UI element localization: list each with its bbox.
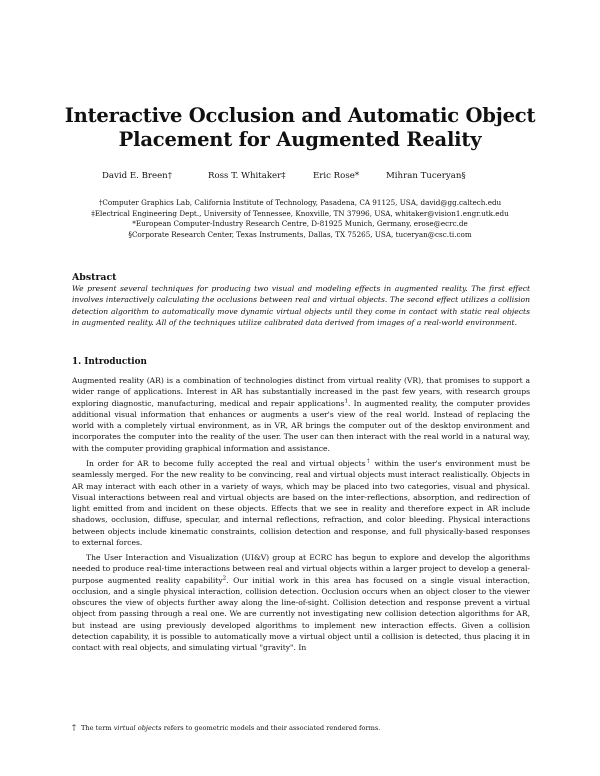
title-line-1: Interactive Occlusion and Automatic Object xyxy=(64,104,536,127)
abstract-text: We present several techniques for producing two visual and modeling effects in augmented reality. The first effect involves interactively calculating the occlusions between real and virtual objects. The second effect utilizes a collision detection algorithm to automatically move dynamic virtual objects until they come in contact with static real objects in augmented reality. All of the techniques utilize calibrated data derived from images of a real-world environment. xyxy=(72,284,530,328)
paper-title xyxy=(60,104,540,152)
intro-paragraph-2: In order for AR to become fully accepted the real and virtual objects† within the user's environment must be seamlessly merged. For the new reality to be convincing, real and virtual objects must interact realistically. Objects in AR may interact with each other in a variety of ways, which may be placed into two categories, visual and physical. Visual interactions between real and virtual objects are based on the inter-reflections, absorption, and redirection of light emitted from and incident on these objects. Effects that we see in reality and therefore expect in AR include shadows, occlusion, diffuse, specular, and internal reflections, refraction, and color bleeding. Physical interactions between objects include kinematic constraints, collision detection and response, and full physically-based responses to external forces. xyxy=(72,458,530,548)
affiliation-ti: §Corporate Research Center, Texas Instruments, Dallas, TX 75265, USA, tuceryan@csc.ti.com xyxy=(128,229,472,239)
author-tuceryan: Mihran Tuceryan§ xyxy=(386,171,466,181)
author-rose: Eric Rose* xyxy=(313,171,360,181)
author-breen: David E. Breen† xyxy=(102,171,173,181)
footnote: † The term virtual objects refers to geometric models and their associated rendered forms. xyxy=(72,723,381,732)
footnote-term: virtual objects xyxy=(113,724,162,732)
author-list xyxy=(0,171,600,183)
affiliation-utk: ‡Electrical Engineering Dept., University of Tennessee, Knoxville, TN 37996, USA, whitaker@vision1.engr.utk.edu xyxy=(91,208,509,218)
citation-2: 2 xyxy=(222,575,227,582)
footnote-mark: † xyxy=(72,723,76,732)
intro-paragraph-1: Augmented reality (AR) is a combination of technologies distinct from virtual reality (VR), that promises to support a wider range of applications. Interest in AR has substantially increased in the past few years, with research groups exploring diagnostic, manufacturing, medical and repair applications$^1$. In augmented reality, the computer provides additional visual information that enhances or augments a user's view of the real world. Instead of replacing the world with a completely virtual environment, as in VR, AR brings the computer out of the desktop environment and incorporates the computer into the reality of the user. The user can then interact with the real world in a natural way, with the computer providing graphical information and assistance. xyxy=(72,376,530,453)
footnote-marker: † xyxy=(365,458,371,465)
introduction-heading: 1. Introduction xyxy=(72,357,147,367)
affiliations xyxy=(30,198,570,240)
citation-1: 1 xyxy=(344,398,348,405)
author-whitaker: Ross T. Whitaker‡ xyxy=(208,171,286,181)
intro-paragraph-3: The User Interaction and Visualization (UI&V) group at ECRC has begun to explore and develop the algorithms needed to produce real-time interactions between real and virtual objects within a larger project to develop a general-purpose augmented reality capability$^2$. Our initial work in this area has focused on a single visual interaction, occlusion, and a single physical interaction, collision detection. Occlusion occurs when an object closer to the viewer obscures the view of objects further away along the line-of-sight. Collision detection and response prevent a virtual object from passing through a real one. We are currently not investigating new collision detection algorithms for AR, but instead are using previously developed algorithms to implement new interaction effects. Given a collision detection capability, it is possible to automatically move a virtual object until a collision is detected, thus placing it in contact with real objects, and simulating virtual "gravity". In xyxy=(72,553,530,653)
affiliation-caltech: †Computer Graphics Lab, California Institute of Technology, Pasadena, CA 91125, USA, david@gg.caltech.edu xyxy=(98,198,502,207)
abstract-heading: Abstract xyxy=(72,272,117,283)
title-line-2: Placement for Augmented Reality xyxy=(118,128,482,151)
affiliation-ecrc: *European Computer-Industry Research Centre, D-81925 Munich, Germany, erose@ecrc.de xyxy=(132,219,468,229)
